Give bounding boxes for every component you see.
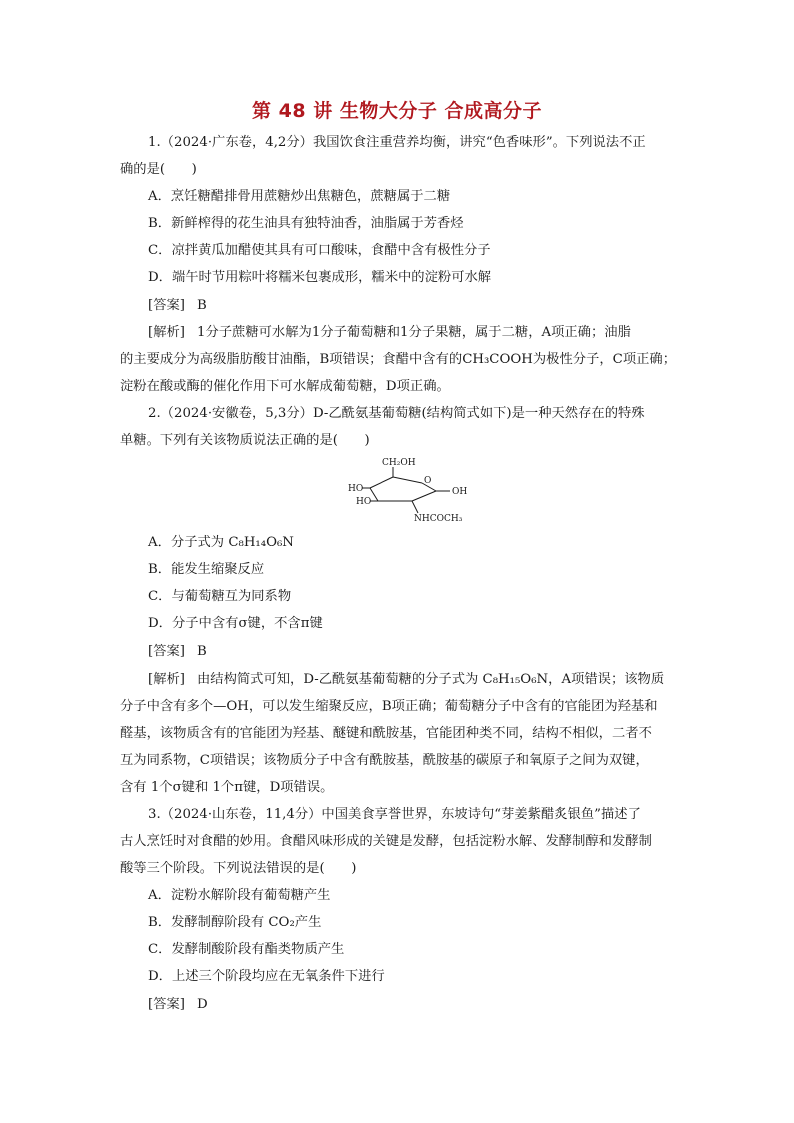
nhcoch3-label: NHCOCH₃ xyxy=(414,514,463,524)
analysis-text: 1分子蔗糖可水解为1分子葡萄糖和1分子果糖，属于二糖，A项正确；油脂 xyxy=(196,325,631,340)
q1-option-d: D．端午时节用粽叶将糯米包裹成形，糯米中的淀粉可水解 xyxy=(148,270,492,285)
q3-option-b: B．发酵制醇阶段有 CO₂产生 xyxy=(148,915,322,930)
answer-tag: [答案] xyxy=(148,644,185,659)
analysis-tag: [解析] xyxy=(148,325,185,340)
ring-bond xyxy=(370,477,393,488)
q2-option-c: C．与葡萄糖互为同系物 xyxy=(148,589,292,604)
q2-analysis-line-2: 分子中含有多个—OH，可以发生缩聚反应，B项正确；葡萄糖分子中含有的官能团为羟基和 xyxy=(120,699,658,714)
q1-stem-line-2: 确的是( ) xyxy=(120,162,197,177)
analysis-tag: [解析] xyxy=(148,672,185,687)
q1-option-b: B．新鲜榨得的花生油具有独特油香，油脂属于芳香烃 xyxy=(148,216,464,231)
q1-option-a: A．烹饪糖醋排骨用蔗糖炒出焦糖色，蔗糖属于二糖 xyxy=(148,189,451,204)
analysis-text: 由结构简式可知，D-乙酰氨基葡萄糖的分子式为 C₈H₁₅O₆N，A项错误；该物质 xyxy=(196,672,665,687)
page-title: 第 48 讲 生物大分子 合成高分子 xyxy=(252,100,542,122)
glucosamine-structure-diagram xyxy=(340,455,480,525)
answer-value: D xyxy=(196,997,208,1012)
q1-stem-line-1: 1.（2024·广东卷，4,2分）我国饮食注重营养均衡，讲究“色香味形”。下列说法不正 xyxy=(148,135,646,150)
q2-analysis-line-5: 含有 1个σ键和 1个π键，D项错误。 xyxy=(120,780,334,795)
q1-analysis-line-1 xyxy=(148,323,631,343)
q2-analysis-line-3: 醛基，该物质含有的官能团为羟基、醚键和酰胺基，官能团种类不同，结构不相似，二者不 xyxy=(120,726,652,741)
q2-stem-line-1: 2.（2024·安徽卷，5,3分）D-乙酰氨基葡萄糖(结构简式如下)是一种天然存在的特殊 xyxy=(148,406,645,421)
q3-option-a: A．淀粉水解阶段有葡萄糖产生 xyxy=(148,888,331,903)
q3-stem-line-1: 3.（2024·山东卷，11,4分）中国美食享誉世界，东坡诗句“芽姜紫醋炙银鱼”描述了 xyxy=(148,807,641,822)
answer-tag: [答案] xyxy=(148,997,185,1012)
q3-stem-line-2: 古人烹饪时对食醋的妙用。食醋风味形成的关键是发酵，包括淀粉水解、发酵制醇和发酵制 xyxy=(120,834,652,849)
q2-option-d: D．分子中含有σ键，不含π键 xyxy=(148,616,323,631)
ring-oxygen-label: O xyxy=(424,476,432,486)
q1-analysis-line-2: 的主要成分为高级脂肪酸甘油酯，B项错误；食醋中含有的CH₃COOH为极性分子，C项正确； xyxy=(120,352,677,367)
q3-answer xyxy=(148,995,208,1015)
q1-analysis-line-3: 淀粉在酸或酶的催化作用下可水解成葡萄糖，D项正确。 xyxy=(120,379,450,394)
q2-stem-line-2: 单糖。下列有关该物质说法正确的是( ) xyxy=(120,433,370,448)
answer-value: B xyxy=(196,644,207,659)
q2-analysis-line-1 xyxy=(148,670,664,690)
ho-label-lower: HO xyxy=(356,497,372,507)
q2-option-b: B．能发生缩聚反应 xyxy=(148,562,265,577)
q3-stem-line-3: 酸等三个阶段。下列说法错误的是( ) xyxy=(120,861,357,876)
ho-label-upper: HO xyxy=(348,484,364,494)
q3-option-c: C．发酵制酸阶段有酯类物质产生 xyxy=(148,942,345,957)
q2-option-a: A．分子式为 C₈H₁₄O₆N xyxy=(148,535,294,550)
q1-answer xyxy=(148,296,207,316)
q2-answer xyxy=(148,642,207,662)
oh-label: OH xyxy=(452,487,468,497)
ch2oh-label: CH₂OH xyxy=(382,458,416,468)
q2-analysis-line-4: 互为同系物，C项错误；该物质分子中含有酰胺基，酰胺基的碳原子和氧原子之间为双键， xyxy=(120,753,649,768)
answer-tag: [答案] xyxy=(148,298,185,313)
q1-option-c: C．凉拌黄瓜加醋使其具有可口酸味，食醋中含有极性分子 xyxy=(148,243,491,258)
q3-option-d: D．上述三个阶段均应在无氧条件下进行 xyxy=(148,969,385,984)
answer-value: B xyxy=(196,298,207,313)
